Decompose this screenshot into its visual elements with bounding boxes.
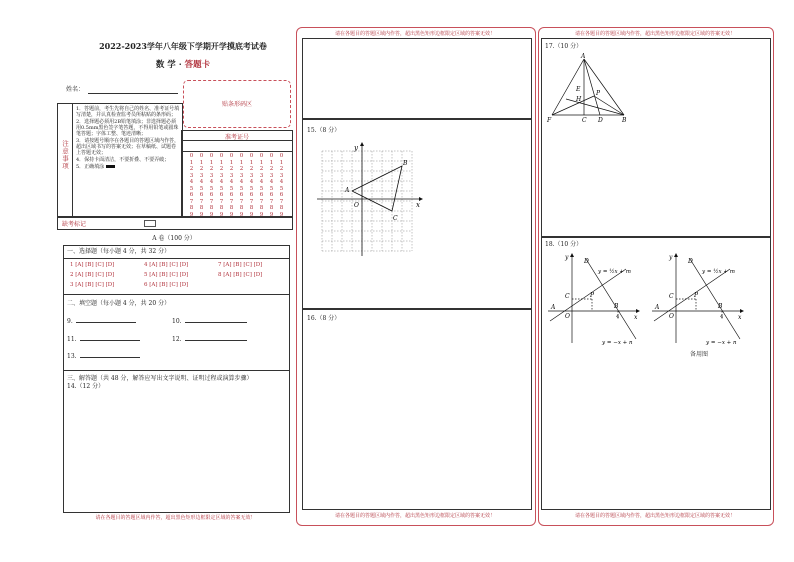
exam-number-column[interactable] (188, 153, 195, 218)
exam-digit-bubble[interactable]: 1 (239, 159, 244, 166)
q15-axis-x: x (416, 201, 420, 209)
note-item: 3．请按题号顺序在各题目的答题区域内作答，超出区域书写的答案无效；在草稿纸、试题卷上答题无效； (76, 138, 180, 156)
q15-origin: O (354, 202, 359, 209)
q18-spare-point-p: P (694, 292, 699, 299)
exam-digit-bubble[interactable]: 0 (239, 153, 244, 159)
exam-digit-bubble[interactable]: 3 (279, 172, 284, 179)
exam-digit-bubble[interactable]: 7 (209, 198, 214, 205)
exam-digit-bubble[interactable]: 5 (219, 185, 224, 192)
choice-q1[interactable]: 1 [A] [B] [C] [D] (70, 262, 115, 268)
exam-digit-bubble[interactable]: 1 (189, 159, 194, 166)
exam-digit-bubble[interactable]: 9 (249, 211, 254, 218)
q-prev-answer-area[interactable] (302, 38, 532, 120)
exam-digit-bubble[interactable]: 4 (279, 179, 284, 185)
exam-digit-bubble[interactable]: 5 (269, 185, 274, 192)
fill-q10: 10. (172, 318, 247, 326)
exam-digit-bubble[interactable]: 8 (229, 205, 234, 211)
exam-digit-bubble[interactable]: 0 (269, 153, 274, 159)
exam-digit-bubble[interactable]: 9 (229, 211, 234, 218)
note-item: 2．选择题必须用2B铅笔填涂；非选择题必须用0.5mm黑色签字笔答题，不得用铅笔或圆珠笔答题；字体工整、笔迹清晰； (76, 119, 179, 137)
notes-list (76, 106, 180, 170)
choice-grid (70, 262, 285, 292)
exam-digit-bubble[interactable]: 5 (279, 185, 284, 192)
q15-label: 15.（8 分） (307, 127, 341, 134)
exam-digit-bubble[interactable]: 3 (189, 172, 194, 179)
exam-digit-bubble[interactable]: 1 (269, 159, 274, 166)
warning-footer: 请在各题目的答题区域内作答，超出黑色矩形边框限定区域的答案无效！ (334, 513, 495, 519)
section-a-label: A 卷（100 分） (152, 235, 196, 242)
exam-digit-bubble[interactable]: 2 (199, 166, 204, 172)
absent-row (57, 216, 293, 230)
divider (64, 370, 289, 371)
exam-digit-bubble[interactable]: 8 (199, 205, 204, 211)
exam-digit-bubble[interactable]: 7 (279, 198, 284, 205)
exam-digit-bubble[interactable]: 1 (199, 159, 204, 166)
exam-number-column[interactable] (198, 153, 205, 218)
exam-digit-bubble[interactable]: 2 (279, 166, 284, 172)
exam-digit-bubble[interactable]: 7 (229, 198, 234, 205)
fill-q12: 12. (172, 336, 247, 344)
exam-digit-bubble[interactable]: 3 (219, 172, 224, 179)
fill-heading: 二、填空题（每小题 4 分，共 20 分） (67, 300, 171, 307)
q17-point-d: D (598, 117, 603, 123)
q14-label: 14.（12 分） (67, 383, 105, 390)
exam-digit-bubble[interactable]: 0 (209, 153, 214, 159)
exam-digit-bubble[interactable]: 3 (229, 172, 234, 179)
notes-box (57, 103, 183, 218)
exam-digit-bubble[interactable]: 4 (229, 179, 234, 185)
choice-q7[interactable]: 7 [A] [B] [C] [D] (218, 262, 263, 268)
exam-digit-bubble[interactable]: 8 (239, 205, 244, 211)
q18-line1-eq: y = ½x + m (598, 269, 631, 275)
q18-x-label: x (634, 314, 638, 321)
exam-digit-bubble[interactable]: 0 (249, 153, 254, 159)
exam-digit-bubble[interactable]: 4 (189, 179, 194, 185)
exam-digit-bubble[interactable]: 9 (269, 211, 274, 218)
q18-spare-point-a: A (655, 304, 660, 311)
exam-digit-bubble[interactable]: 5 (209, 185, 214, 192)
q15-box (302, 118, 532, 310)
note-item: 5．正确填涂 (76, 164, 180, 170)
fill-q11: 11. (67, 336, 140, 344)
q18-y-label: y (565, 254, 569, 261)
q15-axis-y: y (354, 144, 358, 152)
exam-digit-bubble[interactable]: 1 (229, 159, 234, 166)
q18-point-d: D (584, 258, 589, 265)
q18-spare-origin: O (669, 313, 674, 320)
exam-digit-bubble[interactable]: 6 (229, 192, 234, 198)
exam-digit-bubble[interactable]: 4 (249, 179, 254, 185)
exam-number-label: 准考证号 (224, 134, 249, 141)
exam-number-grid[interactable] (188, 153, 288, 217)
exam-number-column[interactable] (248, 153, 255, 218)
fill-q10-blank[interactable] (185, 322, 247, 323)
q18-point-p: P (590, 292, 595, 299)
notes-heading-text: 注意事项 (61, 140, 69, 170)
exam-digit-bubble[interactable]: 9 (219, 211, 224, 218)
name-label: 姓名： (66, 86, 85, 93)
exam-digit-bubble[interactable]: 7 (269, 198, 274, 205)
q18-spare-point-c: C (669, 293, 674, 300)
barcode-label: 贴条形码区 (221, 101, 252, 108)
absent-checkbox[interactable] (144, 220, 156, 227)
exam-digit-bubble[interactable]: 3 (249, 172, 254, 179)
exam-digit-bubble[interactable]: 4 (209, 179, 214, 185)
exam-digit-bubble[interactable]: 4 (259, 179, 264, 185)
exam-digit-bubble[interactable]: 5 (239, 185, 244, 192)
q15-point-c: C (393, 215, 398, 222)
exam-number-column[interactable] (238, 153, 245, 218)
exam-digit-bubble[interactable]: 9 (239, 211, 244, 218)
exam-number-column[interactable] (278, 153, 285, 218)
warning-footer: 请在各题目的答题区域内作答，超出黑色矩形边框限定区域的答案无效！ (95, 515, 256, 521)
exam-digit-bubble[interactable]: 5 (189, 185, 194, 192)
exam-digit-bubble[interactable]: 6 (209, 192, 214, 198)
subject-label: 数 学 · (155, 60, 185, 70)
header-subtitle (78, 58, 288, 70)
exam-digit-bubble[interactable]: 5 (249, 185, 254, 192)
exam-digit-bubble[interactable]: 8 (219, 205, 224, 211)
q18-spare-x-label: x (738, 314, 742, 321)
exam-number-entry-row (182, 140, 292, 152)
exam-number-column[interactable] (218, 153, 225, 218)
exam-digit-bubble[interactable]: 6 (219, 192, 224, 198)
exam-digit-bubble[interactable]: 7 (199, 198, 204, 205)
exam-digit-bubble[interactable]: 6 (189, 192, 194, 198)
exam-digit-bubble[interactable]: 6 (269, 192, 274, 198)
exam-digit-bubble[interactable]: 2 (219, 166, 224, 172)
q18-origin: O (565, 313, 570, 320)
exam-digit-bubble[interactable]: 4 (269, 179, 274, 185)
exam-digit-bubble[interactable]: 9 (209, 211, 214, 218)
q17-point-f: F (547, 117, 552, 123)
exam-digit-bubble[interactable]: 9 (199, 211, 204, 218)
q18-graph-spare (650, 251, 748, 346)
exam-digit-bubble[interactable]: 7 (219, 198, 224, 205)
q17-box (541, 38, 771, 238)
exam-digit-bubble[interactable]: 2 (249, 166, 254, 172)
exam-digit-bubble[interactable]: 0 (259, 153, 264, 159)
exam-digit-bubble[interactable]: 0 (199, 153, 204, 159)
choice-q4[interactable]: 4 [A] [B] [C] [D] (144, 262, 189, 268)
fill-q9-blank[interactable] (76, 322, 136, 323)
answer-box (63, 245, 290, 513)
exam-digit-bubble[interactable]: 1 (249, 159, 254, 166)
q15-point-b: B (403, 160, 408, 167)
warning-header: 请在各题目的答题区域内作答，超出黑色矩形边框限定区域的答案无效！ (574, 31, 735, 37)
exam-digit-bubble[interactable]: 2 (229, 166, 234, 172)
choice-q8[interactable]: 8 [A] [B] [C] [D] (218, 272, 263, 278)
exam-digit-bubble[interactable]: 6 (259, 192, 264, 198)
exam-digit-bubble[interactable]: 2 (209, 166, 214, 172)
exam-digit-bubble[interactable]: 9 (279, 211, 284, 218)
exam-digit-bubble[interactable]: 8 (259, 205, 264, 211)
note-item: 1．答题前，考生先将自己的姓名、准考证号填写清楚，并认真检查监考员所粘贴的条形码； (76, 106, 180, 118)
warning-footer: 请在各题目的答题区域内作答，超出黑色矩形边框限定区域的答案无效！ (574, 513, 735, 519)
exam-digit-bubble[interactable]: 2 (269, 166, 274, 172)
q18-spare-caption: 备用图 (690, 351, 709, 358)
q17-point-b: B (622, 117, 627, 123)
exam-digit-bubble[interactable]: 8 (209, 205, 214, 211)
q18-tick-four: 4 (616, 314, 620, 320)
exam-number-box (181, 130, 293, 218)
exam-number-column[interactable] (208, 153, 215, 218)
divider (64, 294, 289, 295)
q17-point-h: H (576, 96, 582, 103)
exam-digit-bubble[interactable]: 0 (229, 153, 234, 159)
exam-digit-bubble[interactable]: 2 (259, 166, 264, 172)
exam-digit-bubble[interactable]: 1 (209, 159, 214, 166)
exam-digit-bubble[interactable]: 3 (239, 172, 244, 179)
exam-digit-bubble[interactable]: 0 (219, 153, 224, 159)
q18-box (541, 236, 771, 510)
exam-digit-bubble[interactable]: 3 (199, 172, 204, 179)
q18-spare-point-b: B (718, 303, 723, 310)
exam-digit-bubble[interactable]: 8 (269, 205, 274, 211)
fill-q13: 13. (67, 353, 140, 361)
q18-graph-main (546, 251, 641, 346)
q14-answer-area[interactable] (64, 392, 289, 511)
exam-number-column[interactable] (228, 153, 235, 218)
fill-q11-blank[interactable] (80, 340, 140, 341)
q17-point-e: E (576, 86, 581, 93)
exam-digit-bubble[interactable]: 9 (259, 211, 264, 218)
q18-line2-eq: y = −x + n (602, 340, 633, 346)
exam-digit-bubble[interactable]: 6 (239, 192, 244, 198)
fill-q13-blank[interactable] (80, 357, 140, 358)
q16-label: 16.（8 分） (307, 315, 341, 322)
q18-spare-y-label: y (669, 254, 673, 261)
exam-digit-bubble[interactable]: 6 (279, 192, 284, 198)
warning-header: 请在各题目的答题区域内作答，超出黑色矩形边框限定区域的答案无效！ (334, 31, 495, 37)
q18-label: 18.（10 分） (545, 241, 583, 248)
q17-label: 17.（10 分） (545, 43, 583, 50)
exam-digit-bubble[interactable]: 5 (199, 185, 204, 192)
barcode-area (183, 80, 291, 128)
exam-digit-bubble[interactable]: 7 (239, 198, 244, 205)
exam-digit-bubble[interactable]: 7 (189, 198, 194, 205)
choice-heading: 一、选择题（每小题 4 分，共 32 分） (67, 248, 171, 255)
q17-point-c: C (582, 117, 587, 123)
choice-q2[interactable]: 2 [A] [B] [C] [D] (70, 272, 115, 278)
exam-digit-bubble[interactable]: 3 (259, 172, 264, 179)
exam-digit-bubble[interactable]: 2 (239, 166, 244, 172)
fill-q9: 9. (67, 318, 136, 326)
exam-digit-bubble[interactable]: 1 (279, 159, 284, 166)
q18-point-a: A (551, 304, 556, 311)
q15-coordinate-grid[interactable] (317, 141, 427, 259)
divider (64, 258, 289, 259)
exam-digit-bubble[interactable]: 4 (199, 179, 204, 185)
exam-number-column[interactable] (268, 153, 275, 218)
exam-digit-bubble[interactable]: 0 (189, 153, 194, 159)
q17-point-a: A (581, 53, 586, 60)
answer-sheet-label: 答题卡 (184, 60, 211, 70)
notes-heading (58, 104, 73, 217)
q18-spare-line1-eq: y = ½x + m (702, 269, 735, 275)
exam-number-column[interactable] (258, 153, 265, 218)
filled-sample (106, 165, 115, 168)
exam-digit-bubble[interactable]: 4 (219, 179, 224, 185)
q18-spare-point-d: D (688, 258, 693, 265)
choice-q6[interactable]: 6 [A] [B] [C] [D] (144, 282, 189, 288)
name-field[interactable] (88, 93, 178, 94)
choice-q3[interactable]: 3 [A] [B] [C] [D] (70, 282, 115, 288)
q18-point-c: C (565, 293, 570, 300)
exam-digit-bubble[interactable]: 3 (209, 172, 214, 179)
choice-q5[interactable]: 5 [A] [B] [C] [D] (144, 272, 189, 278)
exam-digit-bubble[interactable]: 9 (189, 211, 194, 218)
q18-spare-line2-eq: y = −x + n (706, 340, 737, 346)
q17-point-p: P (596, 90, 601, 97)
exam-digit-bubble[interactable]: 7 (259, 198, 264, 205)
exam-digit-bubble[interactable]: 6 (249, 192, 254, 198)
exam-digit-bubble[interactable]: 1 (219, 159, 224, 166)
exam-digit-bubble[interactable]: 7 (249, 198, 254, 205)
solve-heading: 三、解答题（共 48 分，解答应写出文字说明、证明过程或演算步骤） (67, 375, 253, 382)
exam-digit-bubble[interactable]: 0 (279, 153, 284, 159)
exam-digit-bubble[interactable]: 5 (229, 185, 234, 192)
exam-digit-bubble[interactable]: 6 (199, 192, 204, 198)
exam-digit-bubble[interactable]: 5 (259, 185, 264, 192)
exam-digit-bubble[interactable]: 8 (279, 205, 284, 211)
exam-digit-bubble[interactable]: 2 (189, 166, 194, 172)
q18-spare-tick-four: 4 (720, 314, 724, 320)
q18-point-b: B (614, 303, 619, 310)
note-item: 4．保持卡面清洁，不要折叠、不要弄破； (76, 157, 170, 163)
exam-digit-bubble[interactable]: 1 (259, 159, 264, 166)
header-title: 2022-2023学年八年级下学期开学摸底考试卷 (99, 41, 267, 51)
exam-digit-bubble[interactable]: 4 (239, 179, 244, 185)
fill-q12-blank[interactable] (185, 340, 247, 341)
q17-triangle-figure (546, 53, 636, 123)
q15-point-a: A (345, 187, 350, 194)
exam-digit-bubble[interactable]: 8 (189, 205, 194, 211)
exam-digit-bubble[interactable]: 8 (249, 205, 254, 211)
exam-digit-bubble[interactable]: 3 (269, 172, 274, 179)
q16-box (302, 308, 532, 510)
absent-label: 缺考标记 (62, 221, 87, 228)
